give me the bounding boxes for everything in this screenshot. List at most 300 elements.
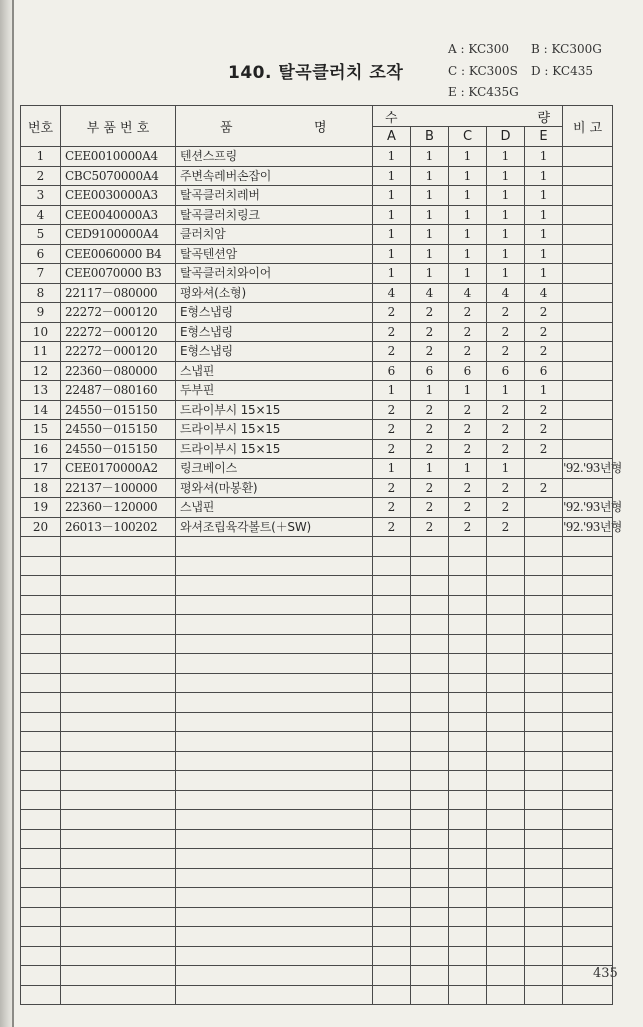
remark [563, 420, 613, 440]
remark [563, 810, 613, 830]
quantity-b [411, 849, 449, 869]
table-row [21, 225, 613, 245]
quantity-e [525, 732, 563, 752]
quantity-c [449, 634, 487, 654]
row-number: 16 [21, 439, 61, 459]
remark [563, 400, 613, 420]
quantity-a [373, 615, 411, 635]
part-number: 22272－000120 [61, 342, 176, 362]
row-number [21, 888, 61, 908]
binding-line [12, 0, 14, 1027]
quantity-d: 6 [487, 361, 525, 381]
parts-table [20, 105, 622, 1005]
quantity-d: 2 [487, 498, 525, 518]
row-number: 19 [21, 498, 61, 518]
quantity-e: 6 [525, 361, 563, 381]
quantity-c: 2 [449, 517, 487, 537]
quantity-b [411, 576, 449, 596]
quantity-a [373, 810, 411, 830]
quantity-e [525, 595, 563, 615]
part-number: CEE0040000A3 [61, 205, 176, 225]
quantity-a: 2 [373, 303, 411, 323]
quantity-a: 2 [373, 478, 411, 498]
part-name: 드라이부시 15×15 [176, 400, 373, 420]
part-number [61, 654, 176, 674]
quantity-a [373, 634, 411, 654]
quantity-c [449, 946, 487, 966]
table-row [21, 283, 613, 303]
row-number [21, 654, 61, 674]
quantity-c: 1 [449, 225, 487, 245]
remark [563, 225, 613, 245]
quantity-c [449, 849, 487, 869]
quantity-b: 1 [411, 186, 449, 206]
part-name [176, 654, 373, 674]
part-number [61, 966, 176, 986]
row-number [21, 576, 61, 596]
empty-table-row [21, 771, 613, 791]
part-number [61, 732, 176, 752]
remark [563, 927, 613, 947]
part-name [176, 732, 373, 752]
quantity-d: 2 [487, 478, 525, 498]
remark [563, 849, 613, 869]
quantity-d [487, 712, 525, 732]
quantity-c: 2 [449, 498, 487, 518]
part-name: 드라이부시 15×15 [176, 439, 373, 459]
row-number: 6 [21, 244, 61, 264]
quantity-e: 1 [525, 381, 563, 401]
part-number: 22137－100000 [61, 478, 176, 498]
model-d: D : KC435 [531, 64, 594, 78]
quantity-d [487, 654, 525, 674]
part-number [61, 537, 176, 557]
part-number [61, 810, 176, 830]
remark [563, 147, 613, 167]
quantity-a: 2 [373, 420, 411, 440]
quantity-e: 2 [525, 400, 563, 420]
part-name: 와셔조립육각볼트(＋SW) [176, 517, 373, 537]
quantity-d [487, 576, 525, 596]
quantity-d [487, 771, 525, 791]
table-row [21, 205, 613, 225]
header-name-left: 품 [220, 120, 233, 136]
quantity-c: 1 [449, 186, 487, 206]
quantity-d [487, 985, 525, 1005]
row-number: 13 [21, 381, 61, 401]
table-row [21, 322, 613, 342]
remark [563, 888, 613, 908]
row-number [21, 595, 61, 615]
header-no: 번호 [21, 106, 61, 147]
empty-table-row [21, 888, 613, 908]
part-name: 주변속레버손잡이 [176, 166, 373, 186]
part-name [176, 810, 373, 830]
part-name [176, 829, 373, 849]
page-number: 435 [593, 966, 618, 981]
row-number [21, 946, 61, 966]
quantity-e [525, 927, 563, 947]
part-number [61, 790, 176, 810]
header-qty-left: 수 [385, 111, 398, 126]
quantity-c: 6 [449, 361, 487, 381]
part-number [61, 693, 176, 713]
quantity-d [487, 907, 525, 927]
quantity-b [411, 673, 449, 693]
quantity-a [373, 985, 411, 1005]
part-number: CEE0070000 B3 [61, 264, 176, 284]
quantity-a: 2 [373, 322, 411, 342]
quantity-b: 2 [411, 498, 449, 518]
remark [563, 985, 613, 1005]
remark [563, 732, 613, 752]
table-row [21, 439, 613, 459]
remark [563, 244, 613, 264]
row-number [21, 966, 61, 986]
table-row [21, 186, 613, 206]
quantity-a: 1 [373, 205, 411, 225]
quantity-a: 2 [373, 400, 411, 420]
quantity-b [411, 595, 449, 615]
empty-table-row [21, 537, 613, 557]
quantity-e [525, 868, 563, 888]
row-number: 4 [21, 205, 61, 225]
header-part-no: 부 품 번 호 [61, 106, 176, 147]
part-name [176, 985, 373, 1005]
remark [563, 615, 613, 635]
quantity-c: 2 [449, 478, 487, 498]
model-legend [448, 42, 638, 106]
part-name: 링크베이스 [176, 459, 373, 479]
remark [563, 771, 613, 791]
quantity-c: 2 [449, 303, 487, 323]
quantity-d [487, 810, 525, 830]
quantity-e: 1 [525, 244, 563, 264]
quantity-d [487, 615, 525, 635]
part-number [61, 556, 176, 576]
quantity-b: 6 [411, 361, 449, 381]
part-number: CED9100000A4 [61, 225, 176, 245]
part-number [61, 615, 176, 635]
row-number [21, 985, 61, 1005]
quantity-e [525, 576, 563, 596]
remark [563, 361, 613, 381]
quantity-c [449, 712, 487, 732]
quantity-d: 1 [487, 166, 525, 186]
quantity-d: 1 [487, 381, 525, 401]
quantity-b: 2 [411, 478, 449, 498]
quantity-c [449, 576, 487, 596]
part-name: E형스냅링 [176, 342, 373, 362]
part-name: 두부핀 [176, 381, 373, 401]
empty-table-row [21, 849, 613, 869]
table-row [21, 303, 613, 323]
quantity-e [525, 556, 563, 576]
quantity-a: 1 [373, 381, 411, 401]
quantity-b [411, 946, 449, 966]
part-number [61, 868, 176, 888]
header-qty-right: 량 [537, 111, 551, 126]
row-number: 9 [21, 303, 61, 323]
quantity-e: 1 [525, 205, 563, 225]
part-number [61, 595, 176, 615]
model-a: A : KC300 [448, 42, 510, 56]
part-number: 22272－000120 [61, 322, 176, 342]
row-number [21, 556, 61, 576]
quantity-e [525, 849, 563, 869]
part-number: 24550－015150 [61, 439, 176, 459]
table-row [21, 420, 613, 440]
remark [563, 751, 613, 771]
quantity-b: 1 [411, 264, 449, 284]
quantity-a: 2 [373, 439, 411, 459]
quantity-e [525, 810, 563, 830]
part-number [61, 712, 176, 732]
empty-table-row [21, 654, 613, 674]
quantity-d: 1 [487, 225, 525, 245]
quantity-a [373, 888, 411, 908]
quantity-e [525, 946, 563, 966]
quantity-a [373, 751, 411, 771]
quantity-b [411, 985, 449, 1005]
quantity-e [525, 517, 563, 537]
quantity-b [411, 771, 449, 791]
quantity-b: 2 [411, 303, 449, 323]
row-number [21, 849, 61, 869]
row-number [21, 790, 61, 810]
quantity-b [411, 907, 449, 927]
quantity-d [487, 537, 525, 557]
remark [563, 556, 613, 576]
quantity-d: 1 [487, 244, 525, 264]
quantity-c: 2 [449, 400, 487, 420]
quantity-e [525, 771, 563, 791]
row-number: 15 [21, 420, 61, 440]
quantity-c [449, 868, 487, 888]
quantity-d: 1 [487, 186, 525, 206]
quantity-d [487, 693, 525, 713]
remark [563, 868, 613, 888]
quantity-a [373, 829, 411, 849]
row-number: 20 [21, 517, 61, 537]
remark [563, 381, 613, 401]
quantity-b [411, 790, 449, 810]
remark [563, 264, 613, 284]
row-number [21, 927, 61, 947]
quantity-b: 1 [411, 147, 449, 167]
row-number: 17 [21, 459, 61, 479]
remark [563, 186, 613, 206]
part-name [176, 576, 373, 596]
part-name: 탈곡클러치레버 [176, 186, 373, 206]
part-name: 텐션스프링 [176, 147, 373, 167]
part-number: 24550－015150 [61, 400, 176, 420]
row-number [21, 829, 61, 849]
quantity-d: 1 [487, 459, 525, 479]
quantity-e: 2 [525, 439, 563, 459]
part-name [176, 907, 373, 927]
row-number: 18 [21, 478, 61, 498]
row-number: 3 [21, 186, 61, 206]
header-qty [373, 106, 563, 127]
table-row [21, 244, 613, 264]
quantity-b: 2 [411, 322, 449, 342]
quantity-c: 1 [449, 147, 487, 167]
table-row [21, 381, 613, 401]
row-number: 7 [21, 264, 61, 284]
quantity-c [449, 732, 487, 752]
quantity-d: 2 [487, 342, 525, 362]
table-row [21, 361, 613, 381]
empty-table-row [21, 985, 613, 1005]
part-name: 스냅핀 [176, 498, 373, 518]
quantity-a: 4 [373, 283, 411, 303]
row-number: 11 [21, 342, 61, 362]
quantity-d [487, 673, 525, 693]
table-row [21, 166, 613, 186]
quantity-c [449, 673, 487, 693]
part-number [61, 634, 176, 654]
part-name: 스냅핀 [176, 361, 373, 381]
quantity-e [525, 907, 563, 927]
part-number: CBC5070000A4 [61, 166, 176, 186]
quantity-b: 1 [411, 244, 449, 264]
quantity-c [449, 966, 487, 986]
empty-table-row [21, 732, 613, 752]
header-col-c: C [449, 127, 487, 147]
quantity-a [373, 946, 411, 966]
empty-table-row [21, 751, 613, 771]
quantity-c: 1 [449, 264, 487, 284]
quantity-a [373, 966, 411, 986]
quantity-d: 2 [487, 517, 525, 537]
remark [563, 322, 613, 342]
quantity-c [449, 654, 487, 674]
part-name [176, 888, 373, 908]
quantity-a [373, 907, 411, 927]
table-row [21, 478, 613, 498]
row-number [21, 537, 61, 557]
row-number: 1 [21, 147, 61, 167]
quantity-c: 2 [449, 439, 487, 459]
quantity-c [449, 985, 487, 1005]
quantity-a [373, 790, 411, 810]
part-name [176, 712, 373, 732]
part-number: CEE0010000A4 [61, 147, 176, 167]
remark [563, 712, 613, 732]
quantity-b: 2 [411, 400, 449, 420]
quantity-b [411, 810, 449, 830]
quantity-b [411, 615, 449, 635]
quantity-b: 2 [411, 517, 449, 537]
part-name [176, 849, 373, 869]
empty-table-row [21, 946, 613, 966]
quantity-e: 2 [525, 478, 563, 498]
remark [563, 595, 613, 615]
quantity-d [487, 888, 525, 908]
quantity-e [525, 712, 563, 732]
part-name [176, 537, 373, 557]
remark [563, 634, 613, 654]
remark [563, 283, 613, 303]
part-name [176, 927, 373, 947]
quantity-d [487, 790, 525, 810]
quantity-e [525, 829, 563, 849]
quantity-a [373, 712, 411, 732]
quantity-a [373, 849, 411, 869]
quantity-e [525, 693, 563, 713]
empty-table-row [21, 556, 613, 576]
quantity-e: 4 [525, 283, 563, 303]
table-row [21, 400, 613, 420]
quantity-c [449, 829, 487, 849]
quantity-c [449, 615, 487, 635]
quantity-b [411, 966, 449, 986]
quantity-b [411, 654, 449, 674]
row-number [21, 732, 61, 752]
part-number [61, 673, 176, 693]
row-number: 12 [21, 361, 61, 381]
part-number: 26013－100202 [61, 517, 176, 537]
quantity-c: 1 [449, 381, 487, 401]
row-number: 10 [21, 322, 61, 342]
part-number [61, 849, 176, 869]
quantity-a: 6 [373, 361, 411, 381]
remark [563, 673, 613, 693]
empty-table-row [21, 595, 613, 615]
part-number [61, 927, 176, 947]
empty-table-row [21, 576, 613, 596]
quantity-a [373, 771, 411, 791]
header-remark: 비 고 [563, 106, 613, 147]
quantity-e: 1 [525, 147, 563, 167]
part-number [61, 771, 176, 791]
row-number [21, 615, 61, 635]
quantity-a: 1 [373, 166, 411, 186]
remark [563, 205, 613, 225]
quantity-e [525, 459, 563, 479]
quantity-a [373, 927, 411, 947]
row-number [21, 693, 61, 713]
part-name: E형스냅링 [176, 322, 373, 342]
quantity-b [411, 868, 449, 888]
remark [563, 790, 613, 810]
quantity-e: 1 [525, 264, 563, 284]
part-number [61, 907, 176, 927]
remark [563, 576, 613, 596]
quantity-e [525, 673, 563, 693]
quantity-d: 2 [487, 303, 525, 323]
row-number: 8 [21, 283, 61, 303]
table-row [21, 264, 613, 284]
header-col-b: B [411, 127, 449, 147]
quantity-e: 2 [525, 342, 563, 362]
quantity-d [487, 634, 525, 654]
quantity-d [487, 927, 525, 947]
quantity-c: 1 [449, 244, 487, 264]
part-number: CEE0060000 B4 [61, 244, 176, 264]
part-name: 클러치암 [176, 225, 373, 245]
header-col-a: A [373, 127, 411, 147]
row-number: 5 [21, 225, 61, 245]
quantity-e: 2 [525, 322, 563, 342]
quantity-c: 1 [449, 205, 487, 225]
empty-table-row [21, 693, 613, 713]
row-number: 14 [21, 400, 61, 420]
remark [563, 829, 613, 849]
part-number: CEE0170000A2 [61, 459, 176, 479]
quantity-b: 2 [411, 342, 449, 362]
